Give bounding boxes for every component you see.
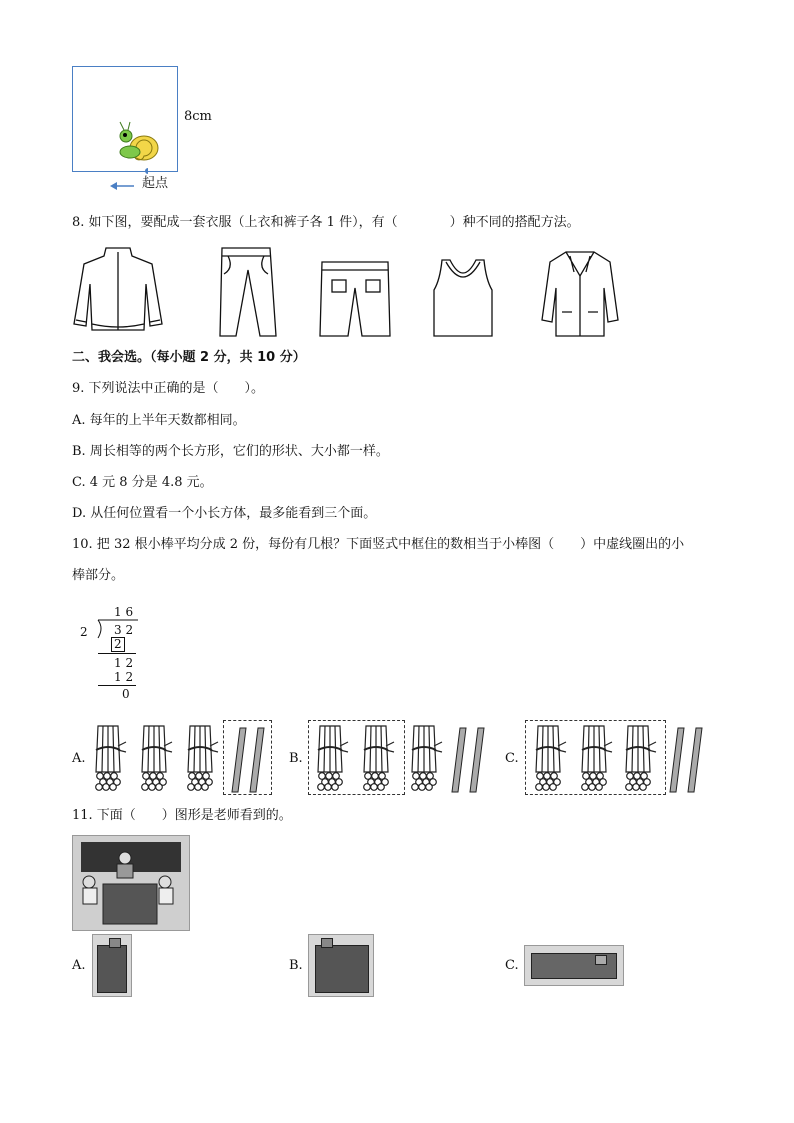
desk-side-top [109, 938, 121, 948]
stick-bundle-icon [312, 720, 356, 794]
division-line-2 [98, 685, 136, 686]
remainder: 0 [122, 687, 130, 701]
snail-icon [116, 120, 164, 164]
q10-stem-line2: 棒部分。 [72, 568, 125, 583]
divisor: 2 [80, 625, 88, 639]
q11-option-c-image [524, 945, 624, 986]
stick-bundle-icon [620, 720, 664, 794]
jacket-icon [72, 244, 164, 340]
division-line-1 [98, 653, 136, 654]
q10-option-b-label: B. [289, 751, 303, 766]
dividend: 3 2 [114, 623, 134, 637]
q9-stem: 9. 下列说法中正确的是（ ）。 [72, 381, 265, 396]
q11-option-b-image [308, 934, 374, 997]
side-length-label: 8cm [184, 109, 212, 124]
single-sticks-icon [230, 726, 270, 796]
boxed-digit: 2 [111, 637, 125, 652]
desk-side-view [97, 945, 127, 993]
long-division [76, 600, 156, 704]
partial-2: 1 2 [114, 670, 134, 684]
stick-bundle-icon [576, 720, 620, 794]
q10-stem-line1: 10. 把 32 根小棒平均分成 2 份，每份有几根？下面竖式中框住的数相当于小棒图（ ）中虚线圈出的小 [72, 537, 685, 552]
q10-option-c-label: C. [505, 751, 519, 766]
desk-front-view [315, 945, 369, 993]
q9-option-a: A. 每年的上半年天数都相同。 [72, 413, 246, 428]
stick-bundle-icon [182, 720, 226, 794]
q9-option-c: C. 4 元 8 分是 4.8 元。 [72, 475, 213, 490]
q11-stem: 11. 下面（ ）图形是老师看到的。 [72, 808, 292, 823]
stick-bundle-icon [136, 720, 180, 794]
q11-option-b-label: B. [289, 958, 303, 973]
stick-bundle-icon [406, 720, 450, 794]
desk-top-item [595, 955, 607, 965]
trousers-icon [214, 244, 280, 340]
partial-1: 1 2 [114, 656, 134, 670]
q11-option-a-image [92, 934, 132, 997]
stick-bundle-icon [90, 720, 134, 794]
shorts-icon [318, 258, 392, 340]
single-sticks-icon [450, 726, 490, 796]
stick-bundle-icon [358, 720, 402, 794]
single-sticks-icon [668, 726, 708, 796]
coat-icon [540, 246, 620, 340]
q11-option-a-label: A. [72, 958, 86, 973]
q9-option-b: B. 周长相等的两个长方形，它们的形状、大小都一样。 [72, 444, 389, 459]
stick-bundle-icon [530, 720, 574, 794]
tank-top-icon [430, 258, 496, 340]
q10-option-a-label: A. [72, 751, 86, 766]
section-2-title: 二、我会选。（每小题 2 分，共 10 分） [72, 350, 306, 365]
quotient: 1 6 [114, 605, 134, 619]
teacher-students-icon [73, 844, 189, 930]
q9-option-d: D. 从任何位置看一个小长方体，最多能看到三个面。 [72, 506, 377, 521]
desk-front-top [321, 938, 333, 948]
q11-option-c-label: C. [505, 958, 519, 973]
start-point-label: 起点 [142, 176, 169, 191]
q8-text: 8. 如下图，要配成一套衣服（上衣和裤子各 1 件），有（ ）种不同的搭配方法。 [72, 215, 580, 230]
classroom-photo [72, 835, 190, 931]
